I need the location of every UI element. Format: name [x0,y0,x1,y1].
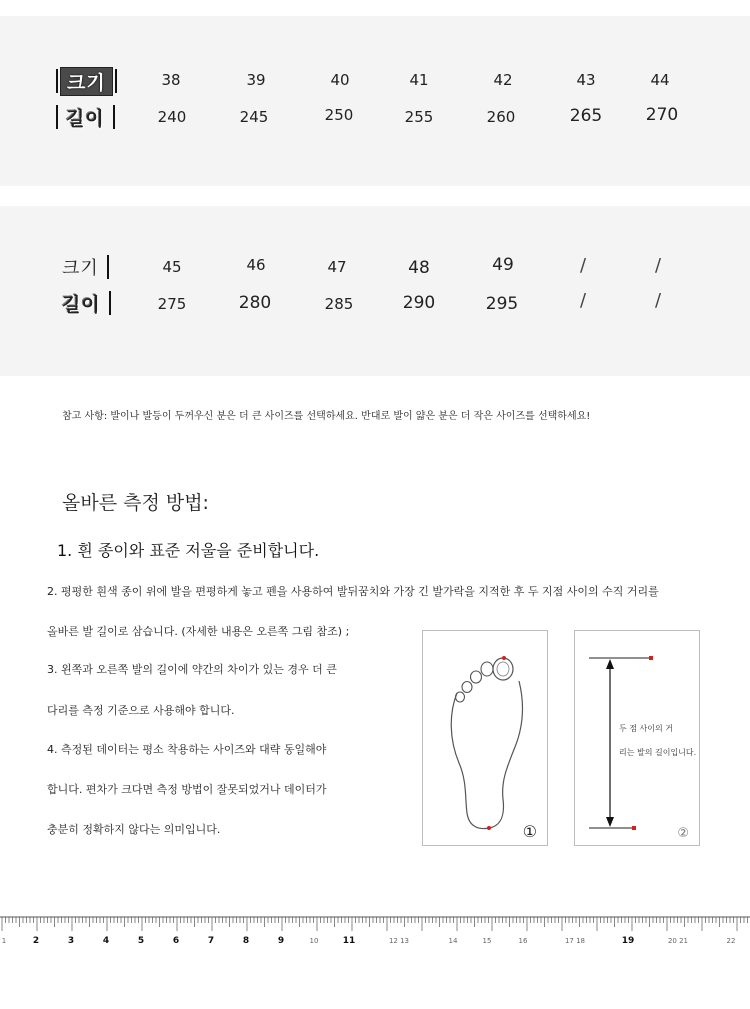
ruler-label: 12 13 [388,937,410,945]
size-cell: 41 [409,71,429,89]
ruler-label: 6 [172,936,180,946]
size-cell: 40 [330,71,350,89]
ruler-label: 22 [726,937,736,945]
length-cell: 280 [238,293,272,313]
measurement-arrow-icon [575,631,699,845]
heel-marker [487,826,491,830]
method-line: 4. 측정된 데이터는 평소 착용하는 사이즈와 대략 동일해야 [47,743,327,756]
size-cell: 44 [650,71,670,89]
length-cell: 290 [402,293,436,313]
foot-outline-icon [423,631,547,845]
length-row [0,290,750,320]
size-row [0,254,750,284]
measurement-figure [574,630,700,846]
size-cell: / [654,255,662,276]
ruler-label: 2 [32,936,40,946]
size-cell: 46 [246,256,266,274]
ruler-label: 5 [137,936,145,946]
ruler-label: 3 [67,936,75,946]
size-cell: 42 [493,71,513,89]
size-cell: 49 [492,255,514,275]
method-line: 다리를 측정 기준으로 사용해야 합니다. [47,704,235,717]
length-label: 길이 [56,290,111,316]
ruler-label: 8 [242,936,250,946]
size-cell: 45 [162,258,182,276]
ruler-label: 19 [621,936,635,946]
length-cell: / [654,290,662,311]
ruler-label: 4 [102,936,110,946]
size-table-1 [0,16,750,186]
ruler-label: 20 21 [667,937,689,945]
length-cell: 255 [404,108,434,126]
ruler-label: 7 [207,936,215,946]
method-line: 2. 평평한 흰색 종이 위에 발을 편평하게 놓고 펜을 사용하여 발뒤꿈치와 가장 긴 발가락을 지적한 후 두 지점 사이의 수직 거리를 [47,585,659,598]
size-label: 크기 [56,254,109,280]
ruler [0,915,750,955]
method-line: 3. 왼쪽과 오른쪽 발의 길이에 약간의 차이가 있는 경우 더 큰 [47,663,337,676]
method-line: 충분히 정확하지 않다는 의미입니다. [47,823,221,836]
length-cell: 285 [324,295,354,313]
length-row [0,104,750,134]
size-cell: 48 [408,258,430,278]
length-cell: 240 [157,108,187,126]
toe-marker [502,656,506,660]
ruler-label: 15 [482,937,492,945]
method-heading: 올바른 측정 방법: [62,492,209,514]
length-cell: 265 [569,106,603,126]
ruler-label: 17 18 [564,937,586,945]
length-cell: 250 [324,106,354,124]
size-row [0,68,750,98]
length-cell: / [579,290,587,311]
ruler-label: 11 [342,936,356,946]
method-line: 올바른 발 길이로 삼습니다. (자세한 내용은 오른쪽 그림 참조) ; [47,625,350,638]
size-cell: 38 [161,71,181,89]
size-cell: 39 [246,71,266,89]
ruler-label: 14 [448,937,458,945]
ruler-label: 10 [309,937,319,945]
length-label: 길이 [56,104,115,130]
ruler-scale-icon [0,915,750,955]
length-cell: 270 [645,105,679,125]
size-label: 크기 [56,68,117,94]
length-cell: 245 [239,108,269,126]
ruler-label: 1 [1,937,7,945]
length-cell: 295 [485,294,519,314]
size-cell: 43 [576,71,596,89]
size-cell: 47 [327,258,347,276]
foot-outline-figure [422,630,548,846]
figure-2-caption: 리는 발의 길이입니다. [619,748,697,757]
size-table-2 [0,206,750,376]
ruler-label: 9 [277,936,285,946]
ruler-label: 16 [518,937,528,945]
figure-2-number: ② [677,826,689,841]
length-cell: 275 [157,295,187,313]
figure-2-caption: 두 점 사이의 거 [619,724,673,733]
sizing-note: 참고 사항: 발이나 발등이 두꺼우신 분은 더 큰 사이즈를 선택하세요. 반대로 발이 얇은 분은 더 작은 사이즈를 선택하세요! [62,411,591,422]
figure-1-number: ① [522,822,537,841]
method-step-1: 1. 흰 종이와 표준 저울을 준비합니다. [57,541,320,560]
length-cell: 260 [486,108,516,126]
size-cell: / [579,255,587,276]
method-line: 합니다. 편차가 크다면 측정 방법이 잘못되었거나 데이터가 [47,783,327,796]
